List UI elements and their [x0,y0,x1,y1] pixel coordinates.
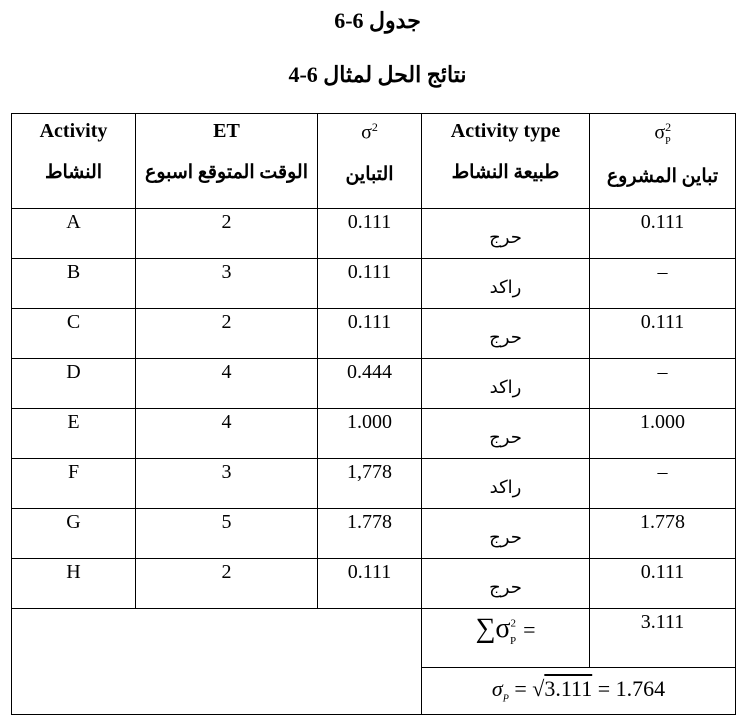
et-cell [136,509,318,559]
variance-cell [318,209,422,259]
activity-cell-text: A [66,211,81,233]
variance-cell [318,509,422,559]
variance-cell [318,559,422,609]
sum-row [12,609,736,668]
project-variance-cell [590,259,736,309]
table-caption: نتائج الحل لمثال 6-4 [288,62,467,87]
project-variance-cell [590,309,736,359]
project-variance-cell [590,359,736,409]
header-type [422,114,590,209]
activity-cell-text: G [66,511,81,533]
sigma-p-cell [422,668,736,715]
activity-cell [12,559,136,609]
results-table [11,113,736,715]
header-type-en: Activity type [450,120,561,142]
header-project-variance-symbol: $\sigma^2_P$ [654,120,672,147]
type-cell-text: حرج [489,527,522,548]
type-cell-text: حرج [489,577,522,598]
type-cell [422,559,590,609]
project-variance-cell-text: 1.000 [640,411,685,433]
et-cell-text: 2 [221,211,232,233]
type-cell-text: حرج [489,227,522,248]
table-number-title: جدول 6-6 [334,8,421,33]
activity-cell [12,309,136,359]
activity-cell-text: C [66,311,81,333]
project-variance-cell [590,209,736,259]
et-cell [136,359,318,409]
project-variance-cell [590,409,736,459]
type-cell [422,309,590,359]
table-body [12,209,736,609]
header-activity-en: Activity [39,120,108,142]
project-variance-cell [590,559,736,609]
variance-cell [318,259,422,309]
project-variance-cell-text: 0.111 [640,311,685,333]
activity-cell [12,209,136,259]
variance-cell [318,309,422,359]
et-cell [136,209,318,259]
variance-cell-text: 0.111 [347,561,392,583]
activity-cell [12,459,136,509]
et-cell [136,409,318,459]
header-variance [318,114,422,209]
variance-cell [318,409,422,459]
type-cell-text: راكد [489,377,522,398]
et-cell [136,259,318,309]
project-variance-cell-text: 1.778 [640,511,685,533]
activity-cell-text: F [67,461,80,483]
activity-cell [12,509,136,559]
variance-cell-text: 1.778 [347,511,392,533]
variance-cell-text: 0.111 [347,311,392,333]
sum-formula: $\sum\sigma^2_P$ = [475,613,536,647]
header-row [12,114,736,209]
empty-cell [12,609,422,715]
header-activity [12,114,136,209]
variance-cell-text: 0.111 [347,261,392,283]
et-cell-text: 3 [221,461,232,483]
project-variance-cell-text: – [657,261,668,283]
et-cell [136,559,318,609]
variance-cell-text: 1,778 [347,461,392,483]
header-type-ar: طبيعة النشاط [451,162,560,183]
variance-cell-text: 0.111 [347,211,392,233]
header-et-en: ET [213,120,240,142]
variance-cell-text: 1.000 [347,411,392,433]
et-cell-text: 2 [221,311,232,333]
et-cell-text: 3 [221,261,232,283]
variance-cell-text: 0.444 [347,361,392,383]
type-cell-text: حرج [489,427,522,448]
table-row [12,559,736,609]
type-cell [422,509,590,559]
table-row [12,409,736,459]
header-project-variance [590,114,736,209]
variance-cell [318,459,422,509]
et-cell-text: 5 [221,511,232,533]
project-variance-cell [590,509,736,559]
table-row [12,459,736,509]
sigma-p-formula: $\sigma_P = √3.111 = 1.764$ [491,676,666,705]
type-cell [422,459,590,509]
activity-cell-text: D [66,361,81,383]
sum-value: 3.111 [640,611,685,633]
type-cell-text: راكد [489,277,522,298]
header-variance-ar: التباين [345,163,394,185]
et-cell [136,309,318,359]
activity-cell-text: B [66,261,81,283]
header-project-variance-ar: تباين المشروع [606,165,719,187]
type-cell [422,209,590,259]
et-cell-text: 2 [221,561,232,583]
project-variance-cell-text: – [657,361,668,383]
variance-cell [318,359,422,409]
sum-label-cell [422,609,590,668]
activity-cell [12,409,136,459]
type-cell-text: حرج [489,327,522,348]
project-variance-cell-text: 0.111 [640,561,685,583]
type-cell-text: راكد [489,477,522,498]
header-variance-symbol: $\sigma^2$ [361,120,378,144]
header-et [136,114,318,209]
activity-cell-text: H [66,561,81,583]
activity-cell [12,259,136,309]
project-variance-cell-text: 0.111 [640,211,685,233]
table-row [12,509,736,559]
project-variance-cell [590,459,736,509]
table-row [12,259,736,309]
header-activity-ar: النشاط [44,162,103,183]
et-cell-text: 4 [221,411,232,433]
table-row [12,309,736,359]
activity-cell [12,359,136,409]
et-cell [136,459,318,509]
type-cell [422,359,590,409]
table-row [12,359,736,409]
type-cell [422,409,590,459]
activity-cell-text: E [67,411,80,433]
et-cell-text: 4 [221,361,232,383]
type-cell [422,259,590,309]
table-row [12,209,736,259]
header-et-ar: الوقت المتوقع اسبوع [144,162,308,183]
sum-value-cell [590,609,736,668]
project-variance-cell-text: – [657,461,668,483]
